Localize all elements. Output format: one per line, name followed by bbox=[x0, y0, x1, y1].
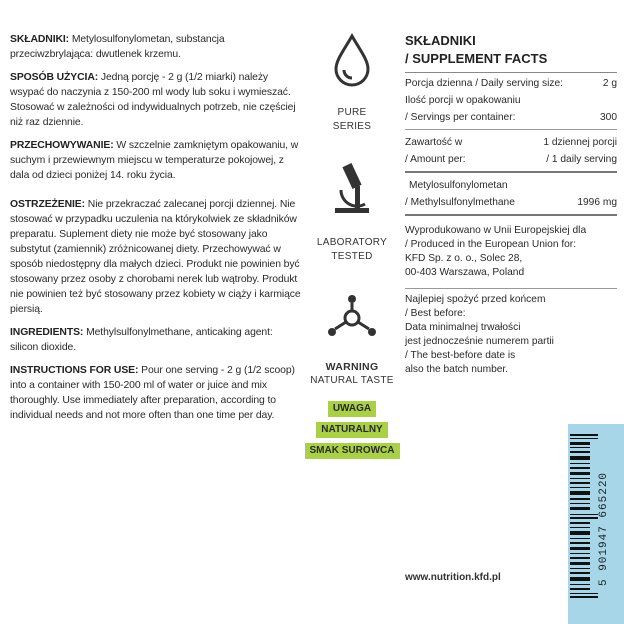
barcode-icon bbox=[570, 434, 600, 614]
przechowywanie-text: W szczelnie zamkniętym opakowaniu, w suchym i przewiewnym miejscu w temperaturze pokojowej, z dala od dzieci poniżej 14. roku życia. bbox=[10, 140, 299, 181]
skladniki-label: SKŁADNIKI: bbox=[10, 34, 70, 45]
produced-line4: 00-403 Warszawa, Poland bbox=[405, 267, 525, 278]
produced-line1: Wyprodukowano w Unii Europejskiej dla bbox=[405, 225, 587, 236]
warning-line2: NATURAL TASTE bbox=[310, 375, 394, 386]
servings-per-container-label1: Ilość porcji w opakowaniu bbox=[405, 95, 521, 106]
best-before-line5: / The best-before date is bbox=[405, 350, 516, 361]
skladniki-text: Metylosulfonylometan, substancja przeciwzbrylająca: dwutlenek krzemu. bbox=[10, 34, 225, 60]
produced-block bbox=[405, 224, 617, 280]
best-before-line2: / Best before: bbox=[405, 308, 466, 319]
serving-size-label: Porcja dzienna / Daily serving size: bbox=[405, 78, 563, 89]
facts-title bbox=[405, 32, 617, 73]
microscope-icon bbox=[327, 160, 377, 216]
przechowywanie-label: PRZECHOWYWANIE: bbox=[10, 140, 114, 151]
amount-row-pl bbox=[405, 134, 617, 151]
serving-size-row bbox=[405, 75, 617, 92]
ingredient-name-en: / Methylsulfonylmethane bbox=[405, 197, 515, 208]
best-before-line3: Data minimalnej trwałości bbox=[405, 322, 521, 333]
barcode-area bbox=[568, 424, 624, 624]
ingredients-text: Methylsulfonylmethane, anticaking agent: silicon dioxide. bbox=[10, 327, 273, 353]
molecule-icon bbox=[324, 294, 380, 342]
best-before-block bbox=[405, 293, 617, 377]
servings-per-container-row bbox=[405, 109, 617, 126]
best-before-line6: also the batch number. bbox=[405, 364, 509, 375]
instructions-paragraph bbox=[10, 363, 302, 423]
pure-series-line2: SERIES bbox=[332, 121, 372, 132]
amount-label-pl: Zawartość w bbox=[405, 137, 463, 148]
ingredients-paragraph bbox=[10, 325, 302, 355]
ingredient-row bbox=[405, 194, 617, 211]
website-url: www.nutrition.kfd.pl bbox=[405, 572, 501, 583]
laboratory-tested-line1: LABORATORY bbox=[316, 237, 388, 248]
przechowywanie-paragraph bbox=[10, 138, 302, 183]
ingredients-label: INGREDIENTS: bbox=[10, 327, 84, 338]
produced-line3: KFD Sp. z o. o., Solec 28, bbox=[405, 253, 523, 264]
amount-value-en: / 1 daily serving bbox=[546, 154, 617, 165]
amount-row-en bbox=[405, 151, 617, 168]
pure-series-line1: PURE bbox=[337, 107, 367, 118]
servings-per-container-label2: / Servings per container: bbox=[405, 112, 516, 123]
facts-title-line2: / SUPPLEMENT FACTS bbox=[405, 51, 548, 66]
sposob-paragraph bbox=[10, 70, 302, 130]
sposob-text: Jedną porcję - 2 g (1/2 miarki) należy wsypać do naczynia z 150-200 ml wody lub soku i wymieszać. Stosować w zależności od indywidualnych potrzeb, nie częściej niż raz dziennie. bbox=[10, 72, 296, 128]
droplet-icon bbox=[330, 32, 374, 88]
ostrzezenie-label: OSTRZEŻENIE: bbox=[10, 199, 85, 210]
left-text-column bbox=[10, 32, 302, 431]
best-before-line4: jest jednocześnie numerem partii bbox=[405, 336, 554, 347]
sposob-label: SPOSÓB UŻYCIA: bbox=[10, 72, 99, 83]
instructions-text: Pour one serving - 2 g (1/2 scoop) into a container with 150-200 ml of water or juice and mix thoroughly. Use immediately after preparation, according to individual needs and not more often than one time per day. bbox=[10, 365, 295, 421]
supplement-facts-column bbox=[405, 32, 617, 377]
produced-line2: / Produced in the European Union for: bbox=[405, 239, 577, 250]
amount-value-pl: 1 dziennej porcji bbox=[543, 137, 617, 148]
facts-title-line1: SKŁADNIKI bbox=[405, 33, 476, 48]
laboratory-tested-line2: TESTED bbox=[331, 251, 373, 262]
icon-column bbox=[302, 32, 402, 459]
ostrzezenie-paragraph bbox=[10, 197, 302, 317]
naturalny-badge: NATURALNY bbox=[316, 422, 387, 438]
instructions-label: INSTRUCTIONS FOR USE: bbox=[10, 365, 139, 376]
ostrzezenie-text: Nie przekraczać zalecanej porcji dziennej. Nie stosować w przypadku uczulenia na którykolwiek ze składników preparatu. Suplement diety nie może być stosowany jako substytut (zamiennik) zróżnicowanej diety. Przechowywać w sposób niedostępny dla małych dzieci. Produkt nie powinien być stosowany przez osoby z chorobami nerek lub wątroby. Produkt nie powinien też być stosowany przez kobiety w ciąży i karmiące piersią. bbox=[10, 199, 301, 315]
serving-size-value: 2 g bbox=[602, 78, 617, 89]
ingredient-value: 1996 mg bbox=[577, 197, 617, 208]
amount-label-en: / Amount per: bbox=[405, 154, 466, 165]
skladniki-paragraph bbox=[10, 32, 302, 62]
ingredient-name-pl: Metylosulfonylometan bbox=[409, 180, 508, 191]
warning-line1: WARNING bbox=[325, 361, 379, 373]
servings-per-container-value: 300 bbox=[600, 112, 617, 123]
best-before-line1: Najlepiej spożyć przed końcem bbox=[405, 294, 546, 305]
uwaga-badge: UWAGA bbox=[328, 401, 376, 417]
barcode-digits: 5 901947 665220 bbox=[598, 471, 610, 586]
smak-surowca-badge: SMAK SUROWCA bbox=[305, 443, 400, 459]
